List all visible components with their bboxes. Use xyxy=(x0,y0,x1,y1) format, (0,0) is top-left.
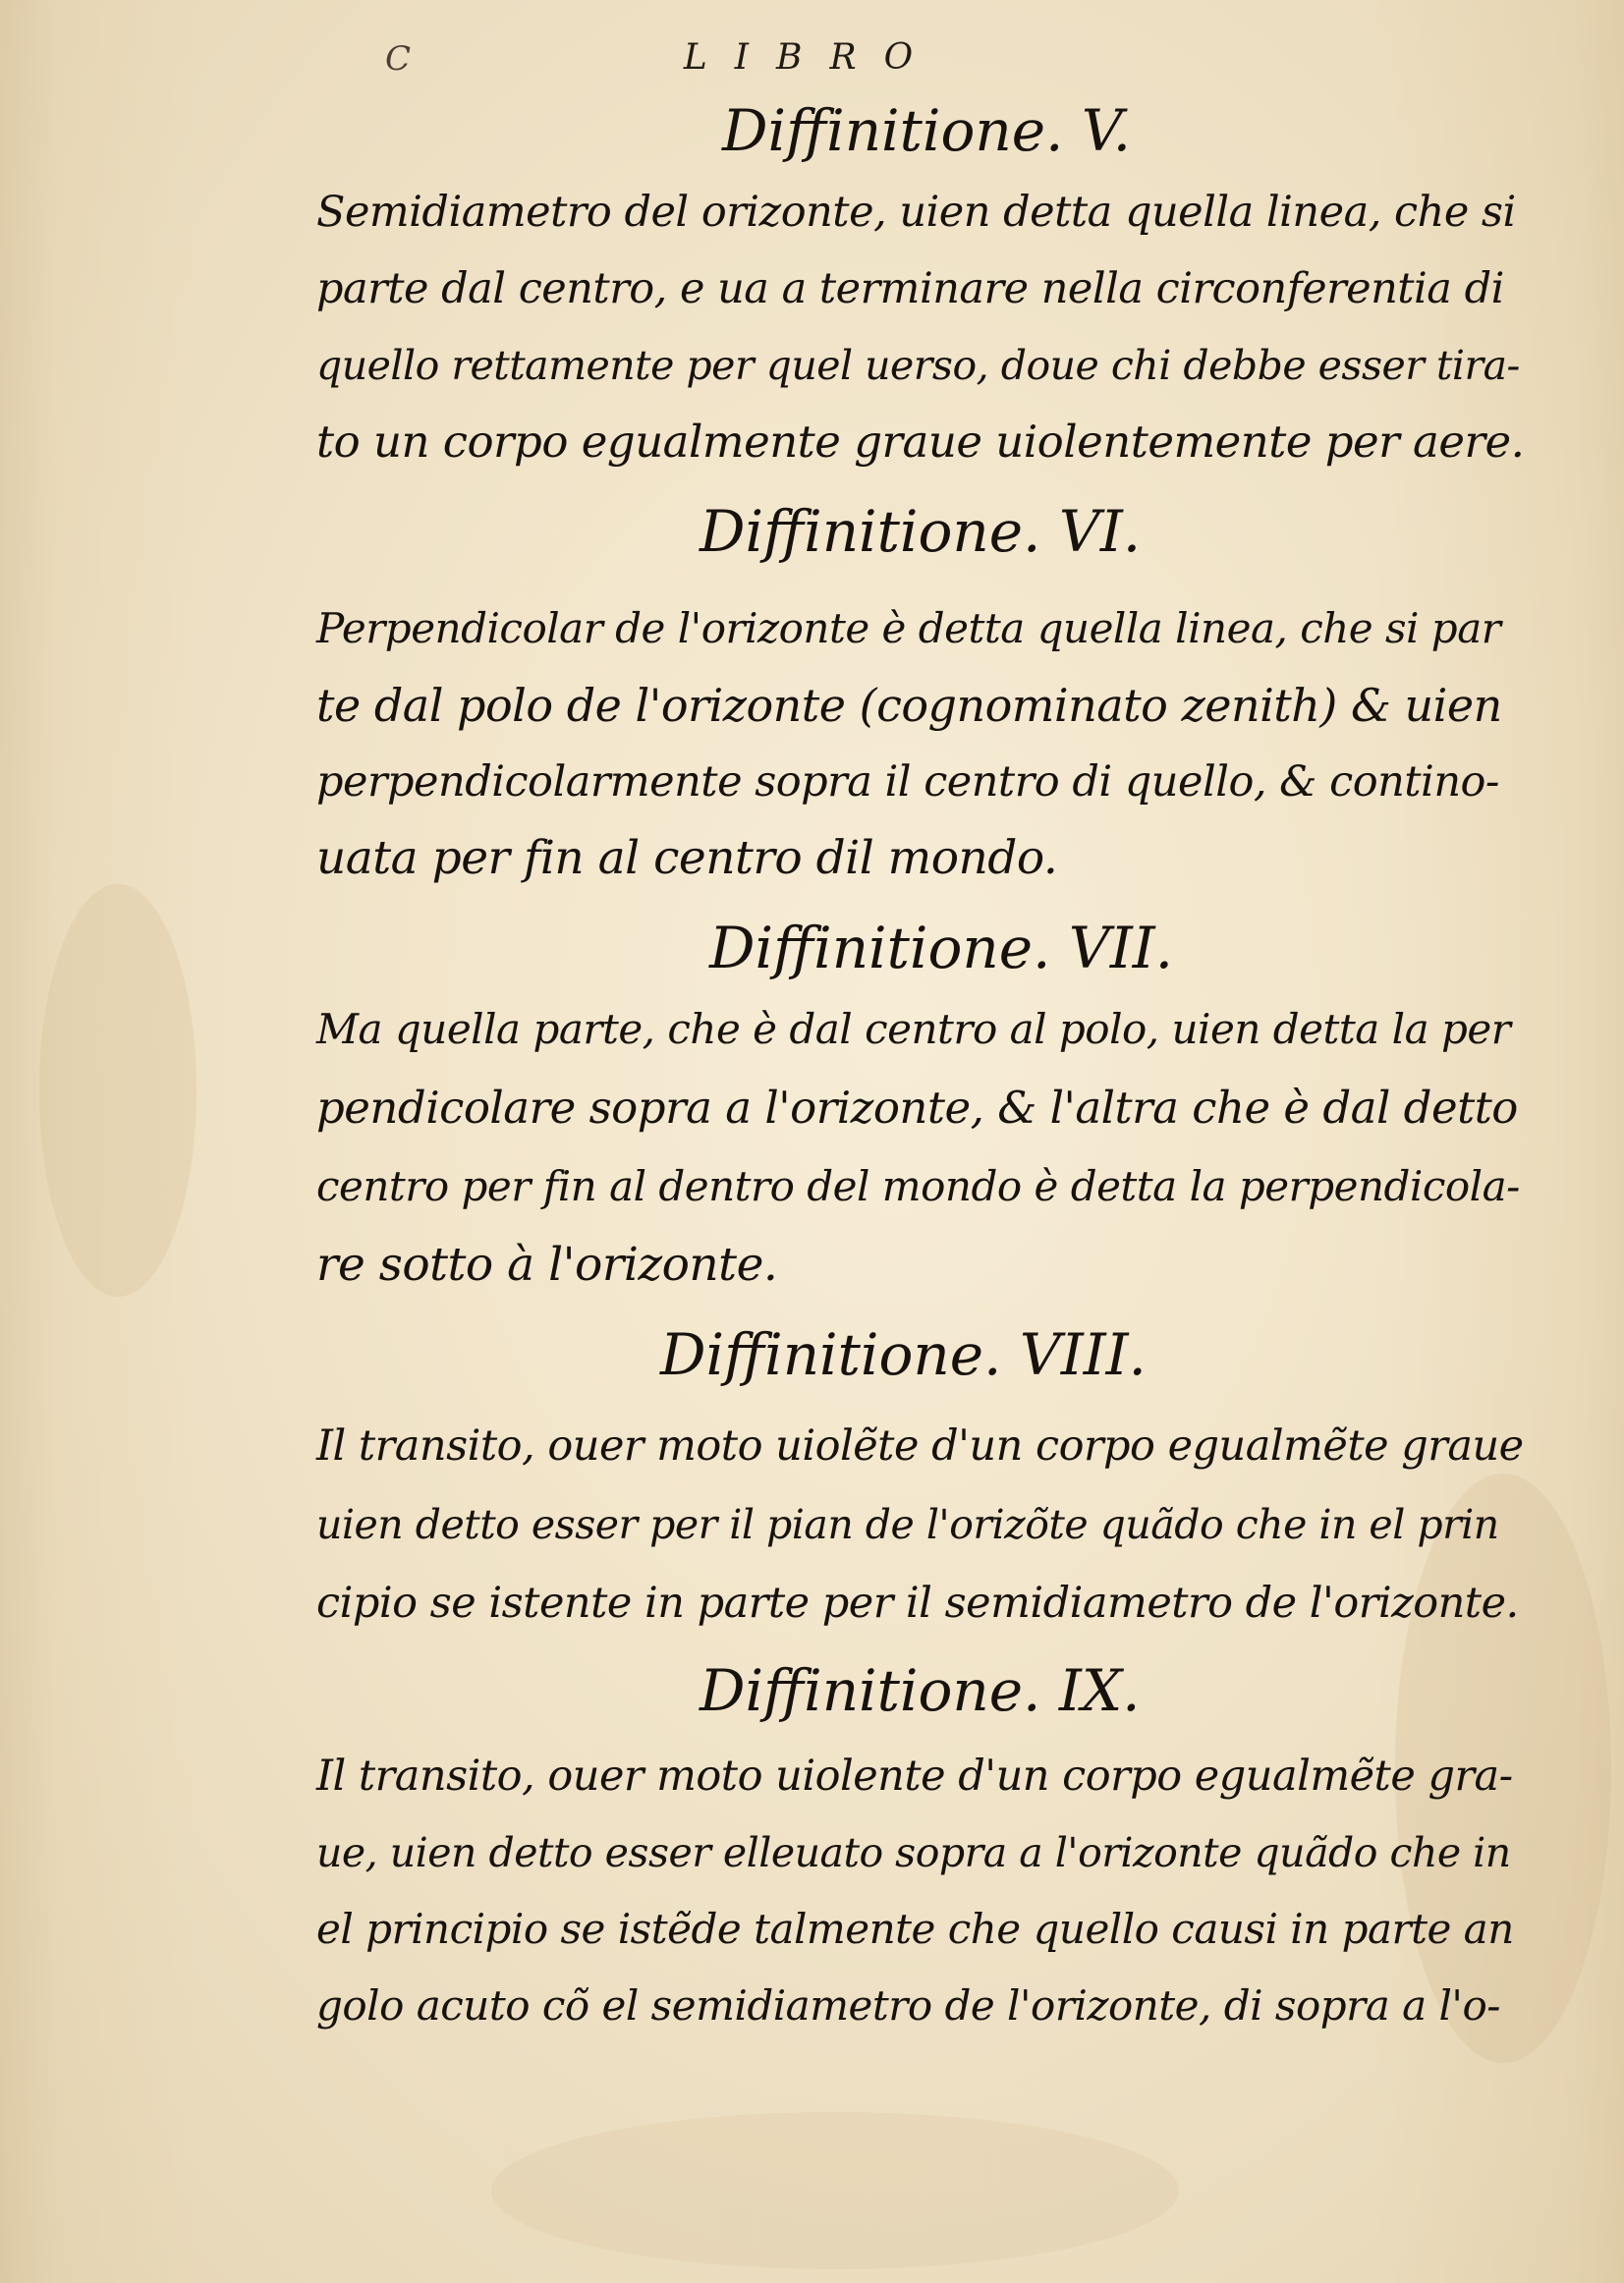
running-head: LIBRO xyxy=(683,37,941,78)
section-heading: Diffinitione. VIII. xyxy=(660,1321,1147,1388)
text-line: to un corpo egualmente graue uiolentemente per aere. xyxy=(316,416,1525,468)
paper-stain xyxy=(491,2112,1179,2269)
text-line: pendicolare sopra a l'orizonte, & l'altra che è dal detto xyxy=(316,1082,1518,1134)
section-heading: Diffinitione. IX. xyxy=(700,1657,1141,1724)
section-heading: Diffinitione. V. xyxy=(722,97,1132,164)
page-mark: C xyxy=(385,39,412,79)
text-line: golo acuto cõ el semidiametro de l'orizonte, di sopra a l'o- xyxy=(316,1981,1500,2030)
text-line: el principio se istẽde talmente che quello causi in parte an xyxy=(316,1905,1514,1953)
text-line: ue, uien detto esser elleuato sopra a l'orizonte quãdo che in xyxy=(316,1829,1511,1876)
text-line: Ma quella parte, che è dal centro al polo, uien detta la per xyxy=(316,1005,1511,1053)
section-heading: Diffinitione. VII. xyxy=(709,915,1174,981)
text-line: perpendicolarmente sopra il centro di quello, & contino- xyxy=(316,757,1499,807)
text-line: Perpendicolar de l'orizonte è detta quella linea, che si par xyxy=(316,604,1501,652)
text-line: uata per fin al centro dil mondo. xyxy=(316,831,1058,885)
text-line: te dal polo de l'orizonte (cognominato zenith) & uien xyxy=(316,679,1502,732)
text-line: re sotto à l'orizonte. xyxy=(316,1238,778,1292)
text-line: Il transito, ouer moto uiolẽte d'un corpo egualmẽte graue xyxy=(316,1421,1524,1471)
text-line: quello rettamente per quel uerso, doue chi debbe esser tira- xyxy=(316,342,1520,389)
section-heading: Diffinitione. VI. xyxy=(700,498,1142,565)
text-line: Il transito, ouer moto uiolente d'un corpo egualmẽte gra- xyxy=(316,1752,1513,1801)
text-line: uien detto esser per il pian de l'orizõte quãdo che in el prin xyxy=(316,1501,1499,1548)
text-line: Semidiametro del orizonte, uien detta quella linea, che si xyxy=(316,188,1516,237)
paper-stain xyxy=(39,884,196,1297)
text-line: parte dal centro, e ua a terminare nella circonferentia di xyxy=(316,264,1504,313)
text-line: cipio se istente in parte per il semidiametro de l'orizonte. xyxy=(316,1579,1519,1628)
text-line: centro per fin al dentro del mondo è detta la perpendicola- xyxy=(316,1162,1520,1210)
